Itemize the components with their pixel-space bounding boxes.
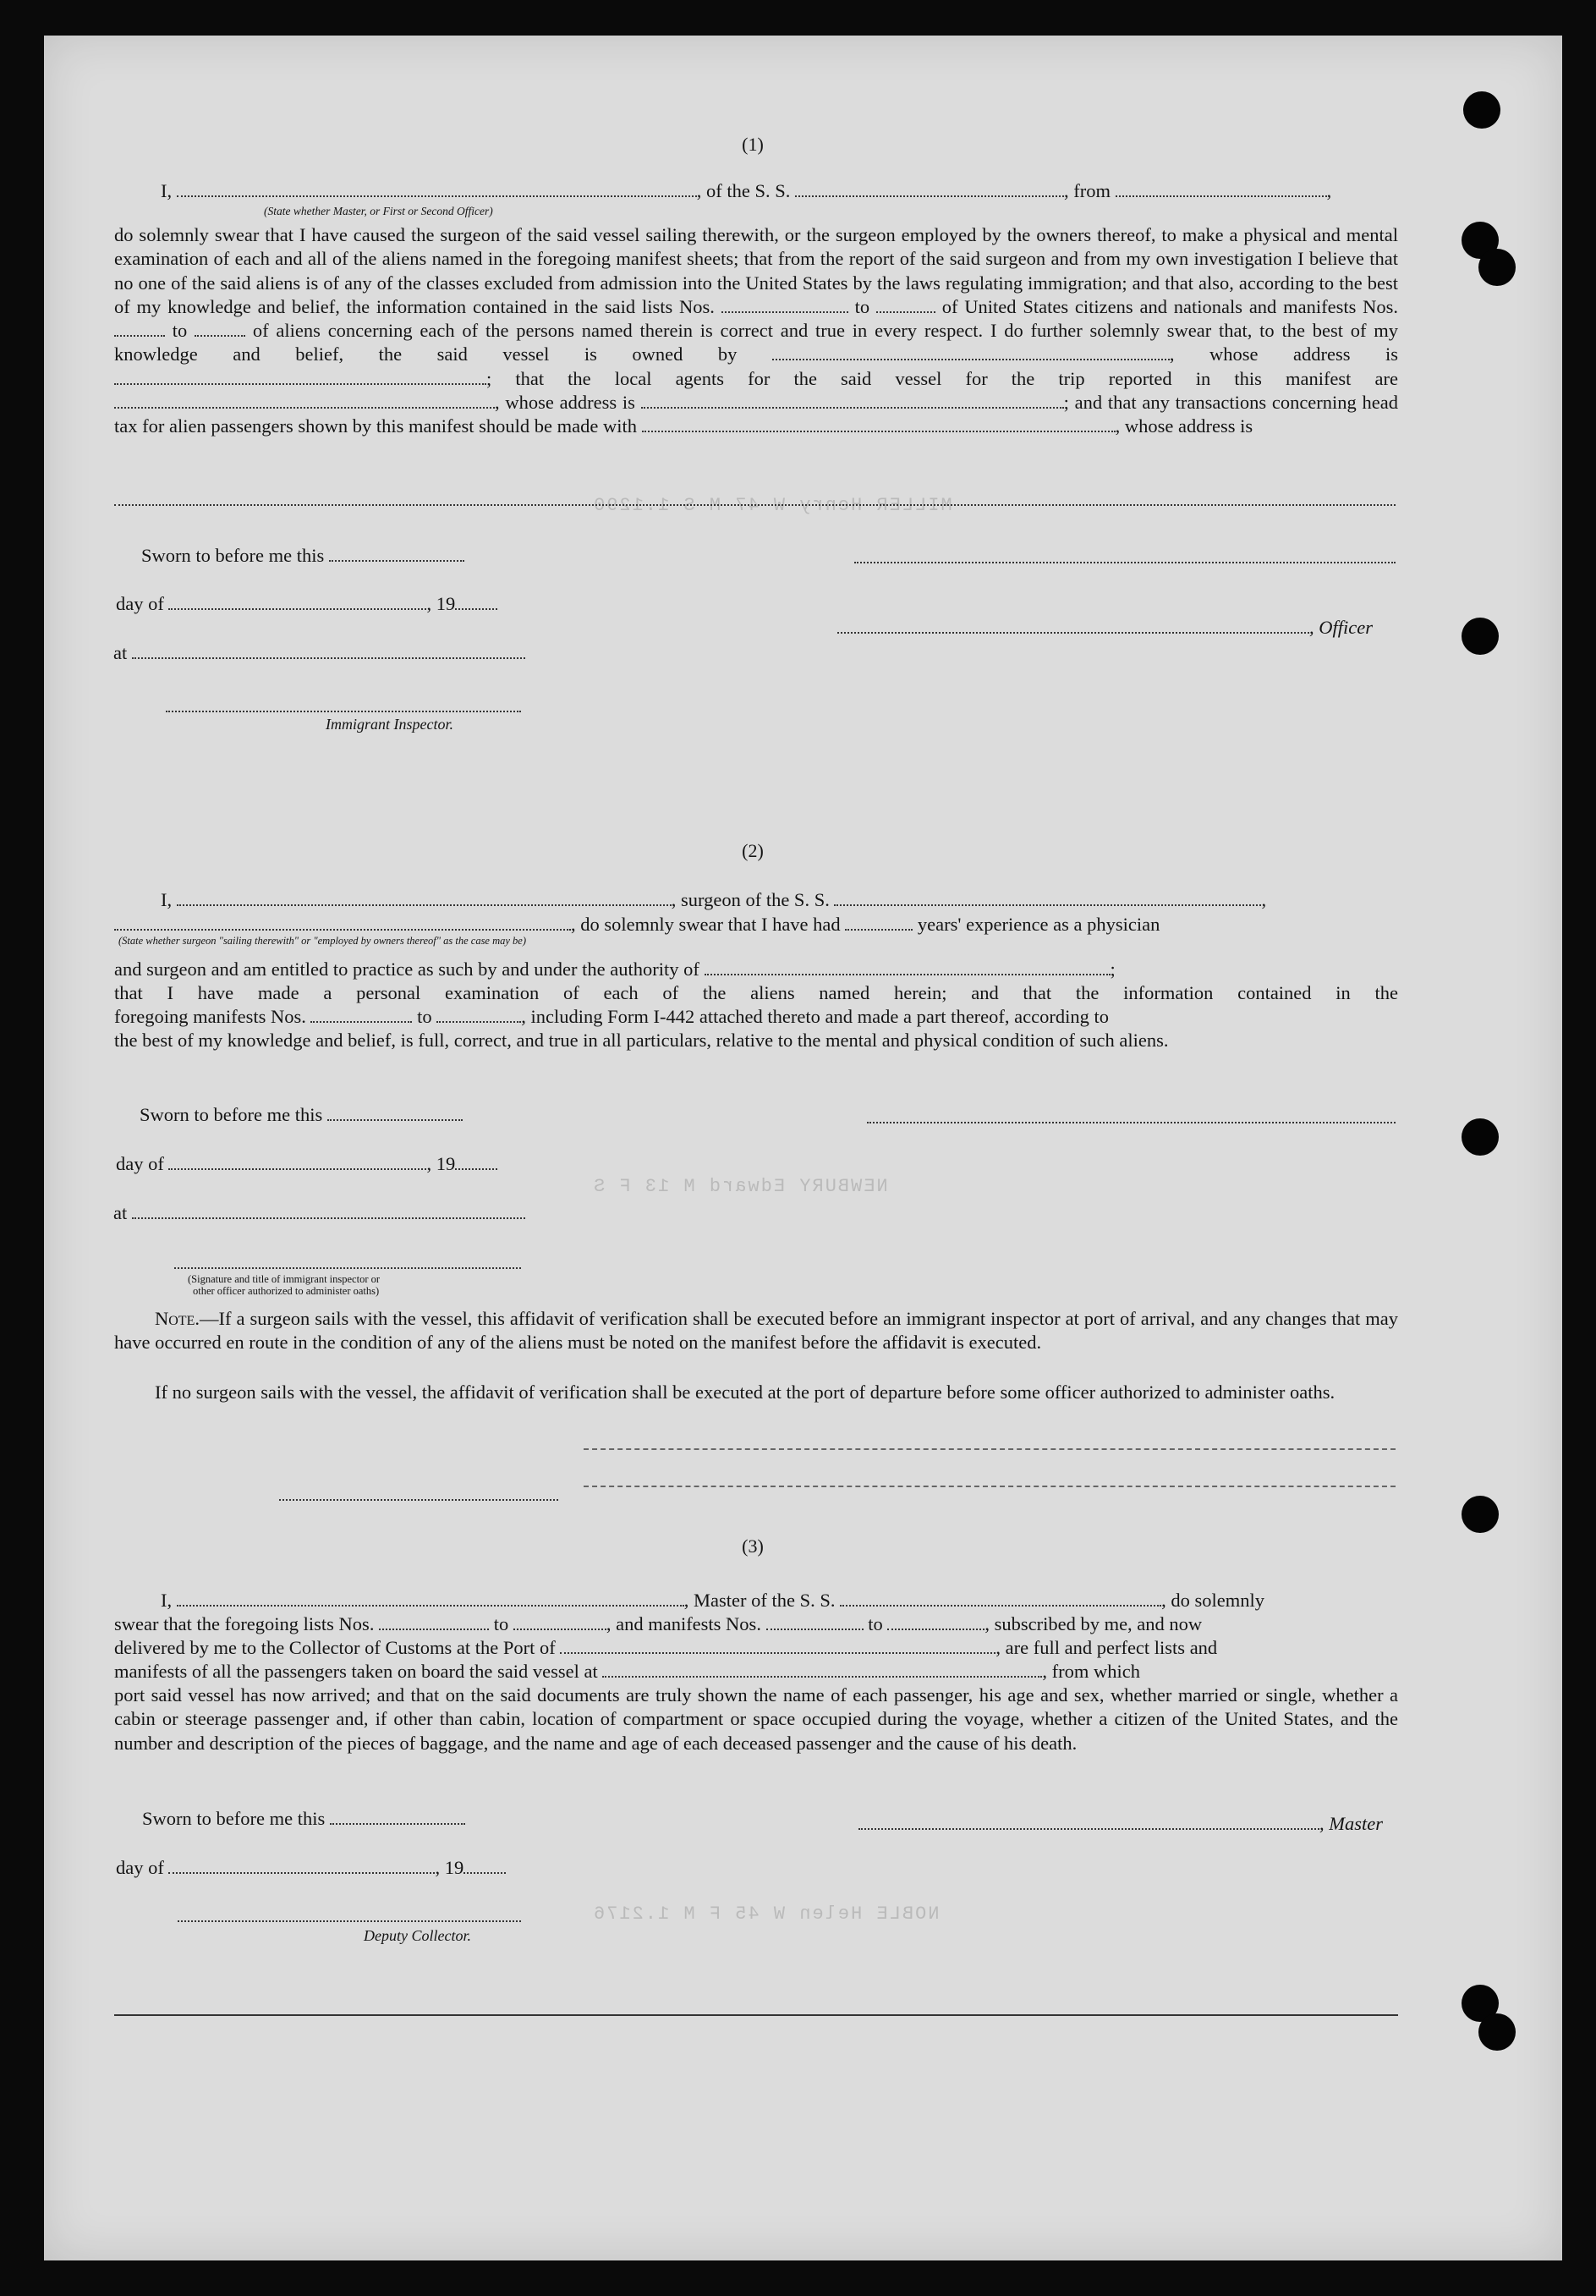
master-manifests-from-field[interactable] xyxy=(766,1613,864,1630)
binder-hole xyxy=(1463,91,1500,129)
years-experience-field[interactable] xyxy=(845,914,913,931)
practice-authority-field[interactable] xyxy=(705,958,1111,975)
surgeon-signature-line[interactable] xyxy=(867,1122,1396,1123)
agents-address-field[interactable] xyxy=(641,392,1064,409)
section-3-line-2: swear that the foregoing lists Nos. to , and manifests Nos. to , subscribed by me, and now xyxy=(114,1613,1203,1634)
local-agents-field[interactable] xyxy=(114,392,495,409)
collector-signature-line[interactable] xyxy=(178,1920,521,1922)
binder-hole xyxy=(1462,618,1499,655)
officer-name-field[interactable] xyxy=(177,180,697,197)
at-location-field[interactable] xyxy=(132,642,525,659)
head-tax-party-field[interactable] xyxy=(642,415,1116,432)
unlabeled-signature-line[interactable] xyxy=(279,1499,558,1501)
section-2-line-1: I, , surgeon of the S. S. , xyxy=(161,889,1267,910)
surgeon-day-of-field[interactable] xyxy=(168,1153,426,1170)
surgeon-name-field[interactable] xyxy=(177,889,672,906)
master-year-field[interactable] xyxy=(463,1857,506,1874)
sworn-date-field[interactable] xyxy=(329,545,464,562)
surgeon-sworn-date-field[interactable] xyxy=(327,1104,463,1121)
surgeon-vessel-field[interactable] xyxy=(834,889,1261,906)
section-1-day-of: day of , 19 xyxy=(116,592,497,616)
section-3-line-3: delivered by me to the Collector of Customs at the Port of , are full and perfect lists and xyxy=(114,1637,1218,1658)
section-1-paragraph: do solemnly swear that I have caused the surgeon of the said vessel sailing therewith, or the surgeon employed by the owners thereof, to make a physical and mental examination of each and all of the aliens named in the foregoing manifest sheets; that from the report of the said surgeon and from my own investigation I believe that no one of the said aliens is of any of the classes excluded from admission into the United States by the laws regulating immigration; and that also, according to the best of my knowledge and belief, the information contained in the said lists Nos. to of United States citizens and nationals and manifests Nos. to of aliens concerning each of the persons named therein is correct and true in every respect. I do further solemnly swear that, to the best of my knowledge and belief, the said vessel is owned by , whose address is ; that the local agents for the said vessel for the trip reported in this manifest are , whose address is ; and that any transactions concerning head tax for alien passengers shown by this manifest should be made with , whose address is xyxy=(114,224,1399,437)
section-2-number: (2) xyxy=(742,840,764,861)
manifests-from-field[interactable] xyxy=(114,320,165,337)
section-1-officer-note: (State whether Master, or First or Second Officer) xyxy=(264,205,493,217)
section-2-note-2: If no surgeon sails with the vessel, the affidavit of verification shall be executed at the port of departure before some officer authorized to administer oaths. xyxy=(155,1381,1335,1403)
master-manifests-to-field[interactable] xyxy=(887,1613,984,1630)
section-2-sworn: Sworn to before me this xyxy=(140,1103,463,1127)
master-name-field[interactable] xyxy=(177,1590,684,1607)
section-2-note: Note.—If a surgeon sails with the vessel, this affidavit of verification shall be executed before an immigrant inspector at port of arrival, and any changes that may have occurred en route in the condition of any of the aliens must be noted on the manifest before the affidavit is executed. xyxy=(114,1308,1398,1354)
section-1-sworn: Sworn to before me this xyxy=(141,544,464,568)
master-lists-to-field[interactable] xyxy=(513,1613,606,1630)
separator-dashes xyxy=(584,1486,1396,1487)
section-2-surgeon-note: (State whether surgeon "sailing therewith" or "employed by owners thereof" as the case may be) xyxy=(118,935,527,947)
section-3-number: (3) xyxy=(742,1535,764,1557)
surgeon-manifests-to-field[interactable] xyxy=(436,1006,521,1023)
section-2-line-3: and surgeon and am entitled to practice as such by and under the authority of ; xyxy=(114,958,1116,980)
surgeon-year-field[interactable] xyxy=(455,1153,497,1170)
section-1-inspector-label: Immigrant Inspector. xyxy=(326,716,453,733)
master-lists-from-field[interactable] xyxy=(379,1613,489,1630)
year-field[interactable] xyxy=(455,593,497,610)
section-2-sig-note-2: other officer authorized to administer oaths) xyxy=(193,1285,380,1297)
section-3-day-of: day of , 19 xyxy=(116,1856,506,1880)
section-1-number: (1) xyxy=(742,134,764,155)
section-3-sworn: Sworn to before me this xyxy=(142,1807,465,1831)
bleed-through-text: MILLER Henry W 47 M S 1.1290 xyxy=(592,495,952,516)
surgeon-at-location-field[interactable] xyxy=(132,1202,525,1219)
owner-address-field[interactable] xyxy=(114,368,486,385)
day-of-field[interactable] xyxy=(168,593,426,610)
section-2-day-of: day of , 19 xyxy=(116,1152,497,1176)
master-signature-field[interactable] xyxy=(858,1813,1319,1830)
surgeon-status-field[interactable] xyxy=(114,914,571,931)
binder-hole xyxy=(1478,249,1516,286)
section-2-inspector-signature-line[interactable] xyxy=(174,1267,521,1269)
master-sworn-date-field[interactable] xyxy=(330,1808,465,1825)
section-3-paragraph: port said vessel has now arrived; and that on the said documents are truly shown the name of each passenger, his age and sex, whether married or single, whether a cabin or steerage passenger and, if other than cabin, location of compartment or space occupied during the voyage, whether a citizen of the United States, and the number and description of the pieces of baggage, and the name and age of each deceased passenger and the cause of his death. xyxy=(114,1684,1398,1754)
bleed-through-text: NEWBURY Edward M 13 F S xyxy=(592,1176,888,1197)
section-3-line-4: manifests of all the passengers taken on board the said vessel at , from which xyxy=(114,1661,1140,1682)
officer-title-field[interactable] xyxy=(837,617,1309,634)
port-of-arrival-field[interactable] xyxy=(560,1637,995,1654)
section-2-line-4: that I have made a personal examination of each of the aliens named herein; and that the information contained in the xyxy=(114,982,1398,1003)
owner-field[interactable] xyxy=(772,343,1170,360)
surgeon-manifests-from-field[interactable] xyxy=(310,1006,412,1023)
section-2-line-2: , do solemnly swear that I have had years' experience as a physician xyxy=(114,913,1160,937)
binder-hole xyxy=(1462,1496,1499,1533)
section-2-line-6: the best of my knowledge and belief, is full, correct, and true in all particulars, relative to the mental and physical condition of such aliens. xyxy=(114,1030,1169,1051)
vessel-name-field[interactable] xyxy=(795,180,1064,197)
port-of-embarkation-field[interactable] xyxy=(602,1661,1042,1678)
officer-signature-line[interactable] xyxy=(854,562,1396,563)
section-2-sig-note-1: (Signature and title of immigrant inspector or xyxy=(188,1273,381,1285)
lists-from-field[interactable] xyxy=(721,296,848,313)
section-3-line-1: I, , Master of the S. S. , do solemnly xyxy=(161,1590,1264,1611)
lists-to-field[interactable] xyxy=(876,296,935,313)
separator-dashes xyxy=(584,1448,1396,1450)
master-vessel-field[interactable] xyxy=(840,1590,1161,1607)
section-3-collector-label: Deputy Collector. xyxy=(364,1927,471,1944)
note-label: Note. xyxy=(155,1308,200,1329)
manifests-to-field[interactable] xyxy=(195,320,245,337)
section-2-at: at xyxy=(113,1201,525,1225)
section-1-line-1: I, , of the S. S. , from , xyxy=(161,180,1332,201)
master-day-of-field[interactable] xyxy=(168,1857,435,1874)
section-1-at: at xyxy=(113,641,525,665)
binder-hole xyxy=(1462,1118,1499,1156)
section-1-officer-title: , Officer xyxy=(837,616,1373,640)
section-2-line-5: foregoing manifests Nos. to , including Form I-442 attached thereto and made a part thereof, according to xyxy=(114,1006,1109,1027)
bleed-through-text: NOBLE Helen W 45 F M 1.2176 xyxy=(592,1903,940,1925)
binder-hole xyxy=(1478,2013,1516,2051)
bottom-rule xyxy=(114,2014,1398,2016)
head-tax-address-line[interactable] xyxy=(114,504,1396,506)
section-3-master: , Master xyxy=(858,1812,1383,1836)
departure-port-field[interactable] xyxy=(1116,180,1327,197)
